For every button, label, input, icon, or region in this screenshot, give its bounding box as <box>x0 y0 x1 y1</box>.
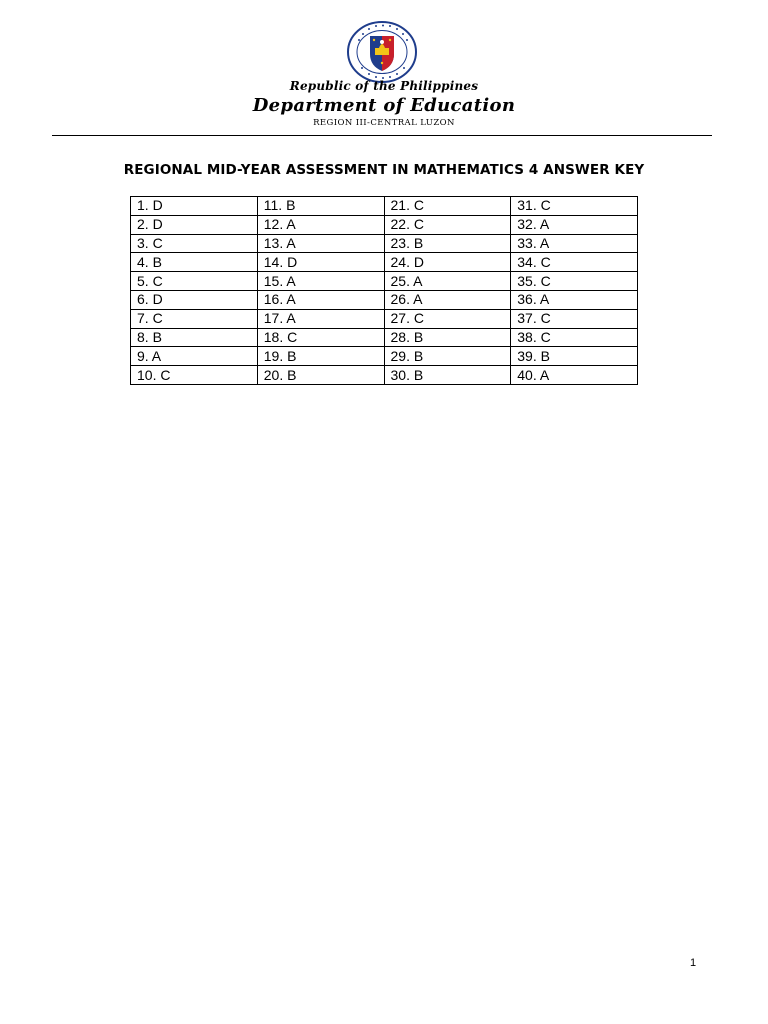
answer-cell: 15. A <box>257 272 384 291</box>
answer-cell: 18. C <box>257 328 384 347</box>
answer-cell: 32. A <box>511 215 638 234</box>
region-heading: REGION III-CENTRAL LUZON <box>313 118 455 128</box>
answer-cell: 5. C <box>131 272 258 291</box>
answer-cell: 19. B <box>257 347 384 366</box>
answer-key-table <box>130 196 638 385</box>
answer-cell: 21. C <box>384 197 511 216</box>
answer-cell: 3. C <box>131 234 258 253</box>
answer-cell: 30. B <box>384 366 511 385</box>
answer-cell: 38. C <box>511 328 638 347</box>
answer-cell: 10. C <box>131 366 258 385</box>
table-row <box>131 366 638 385</box>
table-row <box>131 328 638 347</box>
document-title: REGIONAL MID-YEAR ASSESSMENT IN MATHEMATICS 4 ANSWER KEY <box>123 162 645 178</box>
answer-cell: 14. D <box>257 253 384 272</box>
answer-cell: 31. C <box>511 197 638 216</box>
answer-cell: 40. A <box>511 366 638 385</box>
answer-cell: 27. C <box>384 309 511 328</box>
answer-cell: 28. B <box>384 328 511 347</box>
answer-cell: 16. A <box>257 290 384 309</box>
answer-cell: 29. B <box>384 347 511 366</box>
answer-cell: 8. B <box>131 328 258 347</box>
answer-cell: 17. A <box>257 309 384 328</box>
answer-cell: 35. C <box>511 272 638 291</box>
table-row <box>131 197 638 216</box>
answer-cell: 13. A <box>257 234 384 253</box>
table-row <box>131 272 638 291</box>
answer-cell: 23. B <box>384 234 511 253</box>
answer-cell: 39. B <box>511 347 638 366</box>
answer-cell: 25. A <box>384 272 511 291</box>
table-row <box>131 309 638 328</box>
answer-cell: 36. A <box>511 290 638 309</box>
table-row <box>131 234 638 253</box>
answer-cell: 11. B <box>257 197 384 216</box>
answer-cell: 24. D <box>384 253 511 272</box>
table-row <box>131 290 638 309</box>
answer-cell: 12. A <box>257 215 384 234</box>
answer-cell: 20. B <box>257 366 384 385</box>
header-divider <box>52 135 712 136</box>
answer-cell: 4. B <box>131 253 258 272</box>
answer-cell: 6. D <box>131 290 258 309</box>
table-row <box>131 347 638 366</box>
table-row <box>131 215 638 234</box>
deped-seal-logo <box>345 20 419 84</box>
answer-cell: 9. A <box>131 347 258 366</box>
department-heading: Department of Education <box>252 95 516 116</box>
page-number: 1 <box>690 957 697 969</box>
answer-cell: 7. C <box>131 309 258 328</box>
answer-cell: 22. C <box>384 215 511 234</box>
answer-cell: 26. A <box>384 290 511 309</box>
table-row <box>131 253 638 272</box>
answer-cell: 33. A <box>511 234 638 253</box>
answer-cell: 34. C <box>511 253 638 272</box>
republic-heading: Republic of the Philippines <box>289 79 479 93</box>
answer-cell: 1. D <box>131 197 258 216</box>
answer-cell: 2. D <box>131 215 258 234</box>
answer-cell: 37. C <box>511 309 638 328</box>
